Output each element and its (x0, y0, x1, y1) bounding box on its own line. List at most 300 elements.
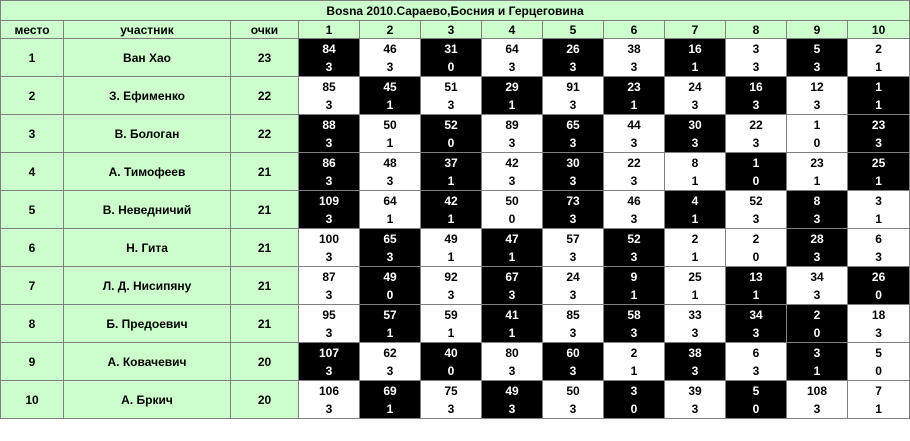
opponent-number: 84 (322, 41, 336, 56)
opponent-number: 3 (875, 193, 882, 208)
opponent-number: 3 (813, 345, 821, 360)
opponent-number: 88 (322, 117, 336, 132)
result-value: 3 (813, 287, 821, 302)
opponent-number: 3 (752, 41, 760, 56)
place-cell: 3 (1, 115, 64, 153)
header-round-5: 5 (543, 21, 604, 39)
round-1-cell (299, 267, 360, 305)
round-8-cell (726, 381, 787, 419)
participant-name: Л. Д. Нисипяну (64, 267, 231, 305)
result-value: 3 (508, 173, 516, 188)
opponent-number: 65 (566, 117, 580, 132)
round-10-cell (848, 39, 910, 77)
opponent-number: 109 (318, 193, 340, 208)
result-value: 3 (325, 211, 333, 226)
result-value: 3 (752, 363, 760, 378)
participant-name: А. Тимофеев (64, 153, 231, 191)
result-value: 3 (752, 97, 760, 112)
opponent-number: 12 (810, 79, 824, 94)
result-value: 3 (325, 325, 333, 340)
round-9-cell (787, 267, 848, 305)
round-2-cell (360, 267, 421, 305)
round-2-cell (360, 305, 421, 343)
round-2-cell (360, 381, 421, 419)
round-3-cell (421, 343, 482, 381)
header-participant: участник (64, 21, 231, 39)
opponent-number: 38 (688, 345, 702, 360)
round-6-cell (604, 191, 665, 229)
points-cell: 21 (231, 305, 299, 343)
opponent-number: 22 (749, 117, 763, 132)
opponent-number: 42 (444, 193, 458, 208)
table-title: Bosna 2010.Сараево,Босния и Герцеговина (1, 1, 910, 21)
opponent-number: 26 (871, 269, 886, 284)
round-10-cell (848, 343, 910, 381)
opponent-number: 8 (691, 155, 699, 170)
round-8-cell (726, 343, 787, 381)
result-value: 0 (752, 173, 760, 188)
opponent-number: 13 (749, 269, 763, 284)
participant-name: Б. Предоевич (64, 305, 231, 343)
round-8-cell (726, 191, 787, 229)
round-10-cell (848, 115, 910, 153)
opponent-number: 34 (749, 307, 763, 322)
opponent-number: 45 (383, 79, 397, 94)
opponent-number: 5 (813, 41, 821, 56)
round-6-cell (604, 381, 665, 419)
result-value: 1 (875, 401, 882, 416)
round-9-cell (787, 77, 848, 115)
opponent-number: 57 (566, 231, 580, 246)
opponent-number: 59 (444, 307, 458, 322)
round-1-cell (299, 39, 360, 77)
table-row (1, 267, 910, 305)
opponent-number: 52 (444, 117, 458, 132)
opponent-number: 67 (505, 269, 519, 284)
opponent-number: 39 (688, 383, 702, 398)
opponent-number: 22 (627, 155, 641, 170)
result-value: 3 (508, 287, 516, 302)
round-9-cell (787, 191, 848, 229)
opponent-number: 100 (318, 231, 340, 246)
opponent-number: 49 (444, 231, 458, 246)
opponent-number: 28 (810, 231, 824, 246)
round-1-cell (299, 115, 360, 153)
opponent-number: 30 (566, 155, 580, 170)
round-4-cell (482, 343, 543, 381)
round-1-cell (299, 77, 360, 115)
round-10-cell (848, 191, 910, 229)
opponent-number: 37 (444, 155, 458, 170)
result-value: 3 (752, 325, 760, 340)
round-5-cell (543, 267, 604, 305)
table-row (1, 343, 910, 381)
result-value: 1 (386, 135, 394, 150)
result-value: 3 (752, 135, 760, 150)
result-value: 1 (447, 325, 455, 340)
opponent-number: 62 (383, 345, 397, 360)
round-3-cell (421, 39, 482, 77)
opponent-number: 23 (810, 155, 824, 170)
result-value: 3 (875, 135, 882, 150)
result-value: 1 (386, 211, 394, 226)
round-10-cell (848, 305, 910, 343)
header-round-4: 4 (482, 21, 543, 39)
opponent-number: 38 (627, 41, 641, 56)
opponent-number: 91 (566, 79, 580, 94)
participant-name: З. Ефименко (64, 77, 231, 115)
round-10-cell (848, 229, 910, 267)
table-row (1, 39, 910, 77)
round-4-cell (482, 153, 543, 191)
result-value: 1 (691, 211, 699, 226)
round-8-cell (726, 115, 787, 153)
place-cell: 4 (1, 153, 64, 191)
result-value: 3 (752, 211, 760, 226)
round-10-cell (848, 267, 910, 305)
result-value: 3 (569, 363, 577, 378)
round-4-cell (482, 229, 543, 267)
result-value: 0 (813, 135, 821, 150)
opponent-number: 18 (871, 307, 886, 322)
result-value: 3 (813, 211, 821, 226)
opponent-number: 73 (566, 193, 580, 208)
result-value: 3 (752, 59, 760, 74)
opponent-number: 44 (627, 117, 641, 132)
place-cell: 1 (1, 39, 64, 77)
opponent-number: 16 (688, 41, 702, 56)
opponent-number: 42 (505, 155, 519, 170)
opponent-number: 69 (383, 383, 397, 398)
opponent-number: 107 (318, 345, 340, 360)
result-value: 1 (447, 211, 455, 226)
header-round-2: 2 (360, 21, 421, 39)
opponent-number: 92 (444, 269, 458, 284)
result-value: 1 (691, 287, 699, 302)
points-cell: 21 (231, 191, 299, 229)
result-value: 3 (569, 59, 577, 74)
opponent-number: 46 (627, 193, 641, 208)
opponent-number: 2 (752, 231, 760, 246)
opponent-number: 40 (444, 345, 458, 360)
result-value: 3 (630, 59, 638, 74)
round-5-cell (543, 77, 604, 115)
round-6-cell (604, 343, 665, 381)
opponent-number: 64 (383, 193, 397, 208)
place-cell: 8 (1, 305, 64, 343)
round-9-cell (787, 39, 848, 77)
points-cell: 21 (231, 153, 299, 191)
result-value: 3 (691, 401, 699, 416)
round-9-cell (787, 381, 848, 419)
result-value: 1 (875, 211, 882, 226)
round-5-cell (543, 191, 604, 229)
participant-name: Ван Хао (64, 39, 231, 77)
table-row (1, 305, 910, 343)
opponent-number: 57 (383, 307, 397, 322)
result-value: 3 (630, 135, 638, 150)
header-row (1, 21, 910, 39)
result-value: 0 (447, 135, 455, 150)
place-cell: 7 (1, 267, 64, 305)
result-value: 3 (569, 325, 577, 340)
round-3-cell (421, 305, 482, 343)
result-value: 3 (569, 249, 577, 264)
opponent-number: 2 (630, 345, 638, 360)
opponent-number: 52 (749, 193, 763, 208)
result-value: 3 (691, 97, 699, 112)
round-1-cell (299, 381, 360, 419)
result-value: 1 (752, 287, 760, 302)
opponent-number: 16 (749, 79, 763, 94)
result-value: 1 (386, 325, 394, 340)
participant-name: В. Бологан (64, 115, 231, 153)
opponent-number: 89 (505, 117, 519, 132)
round-2-cell (360, 77, 421, 115)
round-7-cell (665, 229, 726, 267)
round-9-cell (787, 343, 848, 381)
table-row (1, 77, 910, 115)
round-2-cell (360, 191, 421, 229)
round-1-cell (299, 343, 360, 381)
opponent-number: 2 (691, 231, 699, 246)
result-value: 3 (875, 325, 882, 340)
table-body (1, 39, 910, 419)
place-cell: 9 (1, 343, 64, 381)
result-value: 3 (325, 249, 333, 264)
result-value: 1 (508, 325, 516, 340)
round-1-cell (299, 191, 360, 229)
result-value: 3 (325, 363, 333, 378)
opponent-number: 23 (871, 117, 886, 132)
round-7-cell (665, 381, 726, 419)
round-8-cell (726, 267, 787, 305)
result-value: 1 (630, 363, 638, 378)
round-10-cell (848, 153, 910, 191)
round-7-cell (665, 153, 726, 191)
round-2-cell (360, 229, 421, 267)
table-row (1, 229, 910, 267)
points-cell: 21 (231, 229, 299, 267)
result-value: 3 (447, 401, 455, 416)
opponent-number: 33 (688, 307, 702, 322)
opponent-number: 47 (505, 231, 519, 246)
opponent-number: 2 (813, 307, 821, 322)
opponent-number: 49 (505, 383, 519, 398)
participant-name: А. Бркич (64, 381, 231, 419)
round-5-cell (543, 305, 604, 343)
points-cell: 22 (231, 115, 299, 153)
result-value: 3 (325, 97, 333, 112)
opponent-number: 25 (688, 269, 702, 284)
opponent-number: 41 (505, 307, 519, 322)
opponent-number: 85 (566, 307, 580, 322)
participant-name: Н. Гита (64, 229, 231, 267)
round-4-cell (482, 381, 543, 419)
result-value: 0 (875, 287, 882, 302)
result-value: 3 (630, 211, 638, 226)
opponent-number: 7 (875, 383, 882, 398)
round-3-cell (421, 77, 482, 115)
round-2-cell (360, 153, 421, 191)
opponent-number: 6 (875, 231, 882, 246)
round-4-cell (482, 305, 543, 343)
result-value: 3 (386, 173, 394, 188)
result-value: 3 (386, 363, 394, 378)
place-cell: 5 (1, 191, 64, 229)
result-value: 3 (325, 401, 333, 416)
result-value: 0 (447, 363, 455, 378)
result-value: 1 (875, 97, 882, 112)
round-9-cell (787, 153, 848, 191)
round-4-cell (482, 77, 543, 115)
opponent-number: 1 (752, 155, 760, 170)
header-round-8: 8 (726, 21, 787, 39)
result-value: 3 (875, 249, 882, 264)
result-value: 0 (447, 59, 455, 74)
result-value: 3 (447, 97, 455, 112)
table-row (1, 191, 910, 229)
round-8-cell (726, 39, 787, 77)
round-4-cell (482, 115, 543, 153)
round-1-cell (299, 153, 360, 191)
round-8-cell (726, 229, 787, 267)
header-round-7: 7 (665, 21, 726, 39)
result-value: 3 (508, 401, 516, 416)
round-6-cell (604, 115, 665, 153)
result-value: 1 (447, 173, 455, 188)
round-10-cell (848, 77, 910, 115)
round-5-cell (543, 343, 604, 381)
points-cell: 23 (231, 39, 299, 77)
round-6-cell (604, 39, 665, 77)
round-9-cell (787, 229, 848, 267)
opponent-number: 86 (322, 155, 336, 170)
round-7-cell (665, 77, 726, 115)
round-4-cell (482, 267, 543, 305)
round-5-cell (543, 153, 604, 191)
result-value: 1 (508, 249, 516, 264)
opponent-number: 50 (383, 117, 397, 132)
result-value: 0 (813, 325, 821, 340)
points-cell: 20 (231, 343, 299, 381)
result-value: 1 (386, 401, 394, 416)
table-row (1, 153, 910, 191)
result-value: 1 (875, 59, 882, 74)
round-7-cell (665, 267, 726, 305)
opponent-number: 3 (630, 383, 638, 398)
result-value: 0 (752, 249, 760, 264)
round-6-cell (604, 77, 665, 115)
round-3-cell (421, 153, 482, 191)
opponent-number: 51 (444, 79, 458, 94)
opponent-number: 23 (627, 79, 641, 94)
result-value: 1 (875, 173, 882, 188)
result-value: 1 (630, 287, 638, 302)
result-value: 3 (813, 59, 821, 74)
round-3-cell (421, 191, 482, 229)
result-value: 0 (875, 363, 882, 378)
opponent-number: 87 (322, 269, 336, 284)
table-row (1, 381, 910, 419)
result-value: 3 (630, 325, 638, 340)
opponent-number: 65 (383, 231, 397, 246)
round-2-cell (360, 343, 421, 381)
points-cell: 20 (231, 381, 299, 419)
round-2-cell (360, 39, 421, 77)
round-8-cell (726, 305, 787, 343)
header-round-1: 1 (299, 21, 360, 39)
opponent-number: 8 (813, 193, 821, 208)
result-value: 3 (813, 401, 821, 416)
header-round-10: 10 (848, 21, 910, 39)
opponent-number: 58 (627, 307, 641, 322)
points-cell: 21 (231, 267, 299, 305)
result-value: 3 (386, 249, 394, 264)
header-points: очки (231, 21, 299, 39)
result-value: 1 (447, 249, 455, 264)
opponent-number: 5 (875, 345, 882, 360)
result-value: 3 (569, 135, 577, 150)
round-1-cell (299, 229, 360, 267)
opponent-number: 24 (688, 79, 702, 94)
round-3-cell (421, 381, 482, 419)
result-value: 3 (691, 363, 699, 378)
round-7-cell (665, 39, 726, 77)
place-cell: 6 (1, 229, 64, 267)
result-value: 3 (325, 287, 333, 302)
opponent-number: 9 (630, 269, 638, 284)
round-5-cell (543, 229, 604, 267)
round-3-cell (421, 267, 482, 305)
round-7-cell (665, 343, 726, 381)
result-value: 1 (691, 173, 699, 188)
result-value: 3 (813, 97, 821, 112)
round-7-cell (665, 305, 726, 343)
result-value: 1 (386, 97, 394, 112)
result-value: 3 (325, 173, 333, 188)
result-value: 3 (691, 325, 699, 340)
result-value: 3 (386, 59, 394, 74)
result-value: 3 (447, 287, 455, 302)
round-9-cell (787, 305, 848, 343)
result-value: 1 (691, 249, 699, 264)
table-row (1, 115, 910, 153)
opponent-number: 30 (688, 117, 702, 132)
round-8-cell (726, 153, 787, 191)
place-cell: 2 (1, 77, 64, 115)
result-value: 0 (508, 211, 516, 226)
opponent-number: 5 (752, 383, 760, 398)
opponent-number: 95 (322, 307, 336, 322)
opponent-number: 50 (566, 383, 580, 398)
opponent-number: 49 (383, 269, 397, 284)
result-value: 3 (569, 97, 577, 112)
round-7-cell (665, 115, 726, 153)
round-6-cell (604, 153, 665, 191)
round-5-cell (543, 39, 604, 77)
opponent-number: 106 (318, 383, 340, 398)
opponent-number: 108 (806, 383, 828, 398)
opponent-number: 31 (444, 41, 458, 56)
round-4-cell (482, 191, 543, 229)
result-value: 1 (630, 97, 638, 112)
result-value: 3 (630, 249, 638, 264)
header-round-6: 6 (604, 21, 665, 39)
round-7-cell (665, 191, 726, 229)
opponent-number: 6 (752, 345, 760, 360)
round-4-cell (482, 39, 543, 77)
